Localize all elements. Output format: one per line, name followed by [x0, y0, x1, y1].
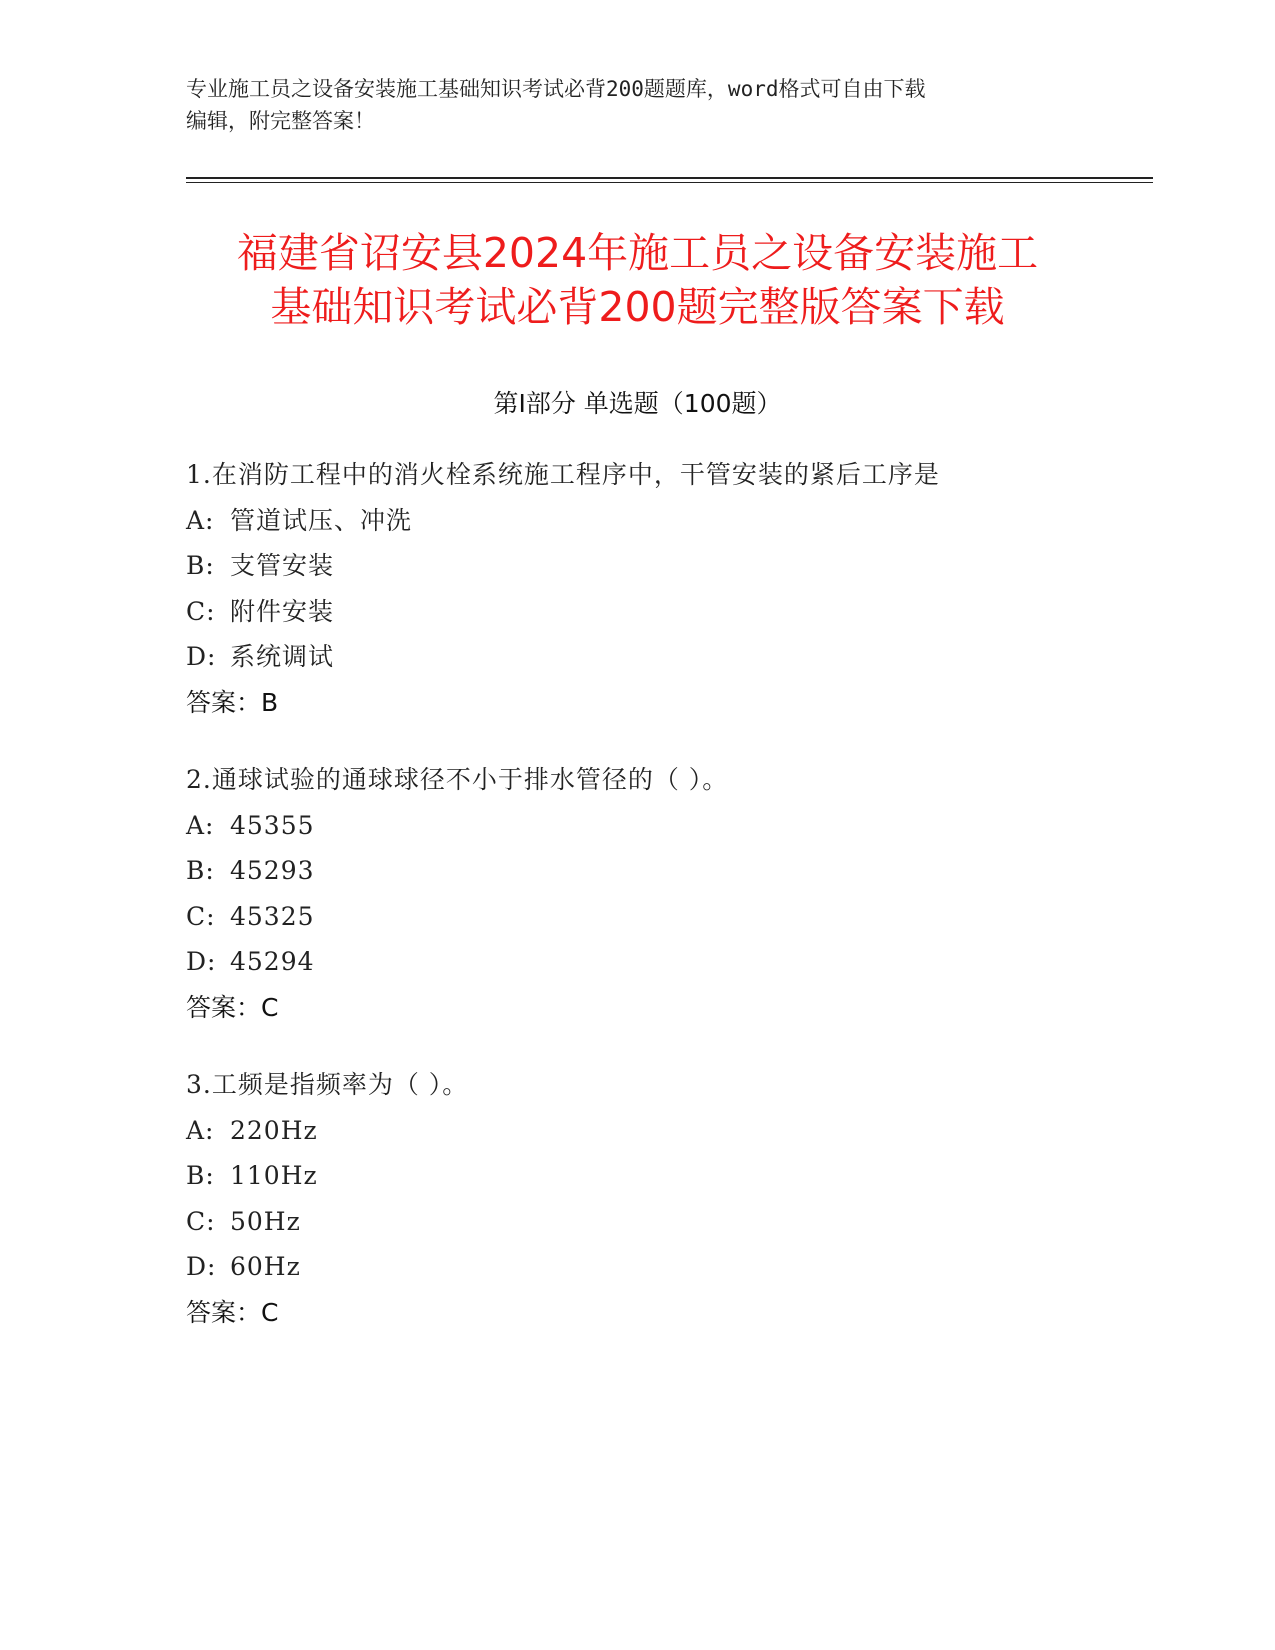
question-stem: 2.通球试验的通球球径不小于排水管径的（ ）。	[186, 765, 729, 794]
option-text: 系统调试	[230, 642, 335, 671]
header-note-line: 专业施工员之设备安装施工基础知识考试必背200题题库，word格式可自由下载	[186, 77, 926, 101]
option-text: 110Hz	[230, 1161, 318, 1190]
question-option	[186, 589, 1186, 635]
option-letter: D:	[186, 642, 217, 671]
header-divider	[186, 177, 1153, 179]
option-letter: A:	[186, 810, 215, 840]
header-note-line: 编辑，附完整答案！	[186, 109, 375, 133]
question-option	[186, 894, 1186, 940]
option-text: 50Hz	[230, 1206, 301, 1236]
option-letter: A:	[186, 1115, 215, 1145]
option-letter: D:	[186, 1252, 217, 1281]
question-block	[186, 1062, 1186, 1335]
option-text: 45293	[230, 856, 315, 885]
option-letter: A:	[186, 505, 215, 535]
question-answer: 答案：C	[186, 1297, 279, 1327]
option-text: 45325	[230, 901, 315, 931]
section-title: 第Ⅰ部分 单选题（100题）	[493, 389, 782, 418]
document-title-line: 基础知识考试必背200题完整版答案下载	[270, 283, 1005, 331]
option-text: 60Hz	[230, 1252, 301, 1281]
option-letter: C:	[186, 901, 216, 931]
question-option	[186, 543, 1186, 589]
option-text: 支管安装	[230, 551, 335, 580]
option-text: 220Hz	[230, 1115, 318, 1145]
question-option	[186, 1199, 1186, 1245]
option-text: 45294	[230, 947, 315, 976]
option-letter: B:	[186, 1161, 215, 1190]
question-answer: 答案：B	[186, 687, 279, 717]
question-option	[186, 1108, 1186, 1154]
question-block	[186, 757, 1186, 1030]
option-letter: B:	[186, 856, 215, 885]
option-letter: C:	[186, 596, 216, 626]
question-option	[186, 634, 1186, 680]
question-option	[186, 939, 1186, 985]
question-stem: 1.在消防工程中的消火栓系统施工程序中，干管安装的紧后工序是	[186, 460, 940, 489]
question-stem: 3.工频是指频率为（ ）。	[186, 1070, 469, 1099]
header-note	[186, 73, 1086, 137]
question-option	[186, 498, 1186, 544]
option-text: 45355	[230, 810, 315, 840]
document-title-line: 福建省诏安县2024年施工员之设备安装施工	[236, 229, 1039, 277]
option-text: 管道试压、冲洗	[230, 505, 413, 535]
header-divider	[186, 182, 1153, 183]
question-option	[186, 1153, 1186, 1199]
question-option	[186, 1244, 1186, 1290]
option-letter: C:	[186, 1206, 216, 1236]
option-letter: D:	[186, 947, 217, 976]
question-block	[186, 452, 1186, 725]
question-answer: 答案：C	[186, 992, 279, 1022]
option-text: 附件安装	[230, 596, 335, 626]
question-option	[186, 848, 1186, 894]
question-option	[186, 803, 1186, 849]
option-letter: B:	[186, 551, 215, 580]
document-title	[100, 226, 1175, 334]
